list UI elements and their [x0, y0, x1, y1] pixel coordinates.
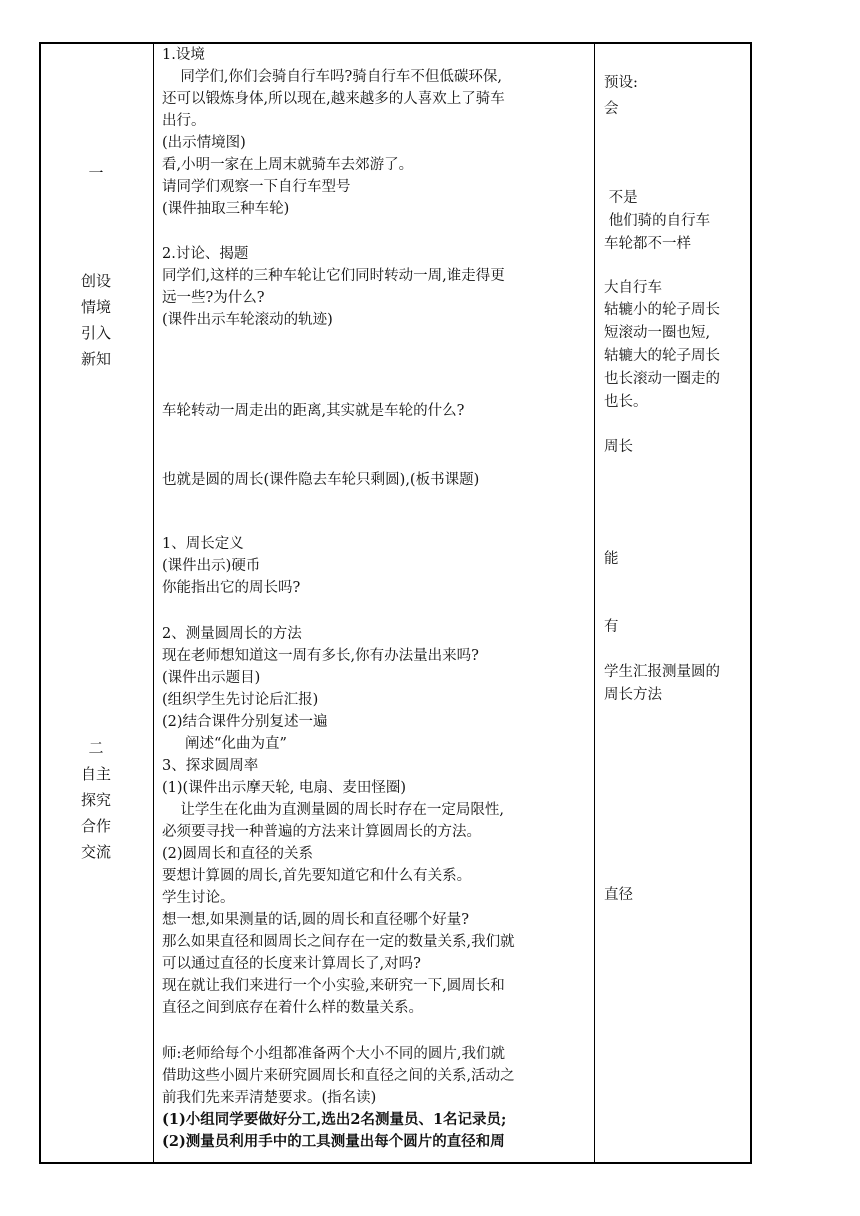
lesson-text-line: 同学们,你们会骑自行车吗?骑自行车不但低碳环保, — [162, 69, 502, 85]
lesson-text-line: (1)(课件出示摩天轮, 电扇、麦田怪圈) — [162, 780, 407, 796]
response-text-line: 有 — [604, 619, 619, 635]
response-text-line: 也长滚动一圈走的 — [604, 371, 720, 387]
response-text-line: 会 — [604, 101, 619, 117]
lesson-text-line: 现在就让我们来进行一个小实验,来研究一下,圆周长和 — [162, 978, 505, 994]
lesson-text-line: 也就是圆的周长(课件隐去车轮只剩圆),(板书课题) — [162, 472, 480, 488]
lesson-text-line: 学生讨论。 — [162, 890, 235, 906]
stage-one-label — [40, 160, 152, 372]
lesson-text-line: 师:老师给每个小组都准备两个大小不同的圆片,我们就 — [162, 1046, 505, 1062]
lesson-text-line: 还可以锻炼身体,所以现在,越来越多的人喜欢上了骑车 — [162, 91, 505, 107]
response-text-line: 能 — [604, 551, 619, 567]
response-text-line: 轱辘大的轮子周长 — [604, 348, 720, 364]
table-divider — [594, 42, 595, 1164]
stage-text: 引入 — [80, 324, 111, 342]
lesson-text-line: 必须要寻找一种普遍的方法来计算圆周长的方法。 — [162, 824, 481, 840]
stage-text: 探究 — [80, 791, 111, 809]
lesson-text-line: 阐述“化曲为直” — [162, 736, 287, 752]
lesson-text-line: (课件出示车轮滚动的轨迹) — [162, 312, 333, 328]
response-text-line: 他们骑的自行车 — [604, 213, 711, 229]
response-text-line: 也长。 — [604, 394, 648, 410]
stage-two-label — [40, 735, 152, 865]
lesson-text-line: 可以通过直径的长度来计算周长了,对吗? — [162, 956, 421, 972]
lesson-text-line: 想一想,如果测量的话,圆的周长和直径哪个好量? — [162, 912, 469, 928]
table-divider — [153, 42, 154, 1164]
response-text-line: 大自行车 — [604, 280, 662, 296]
stage-text: 交流 — [80, 843, 111, 861]
lesson-text-line: 1、周长定义 — [162, 536, 244, 552]
lesson-text-line: 同学们,这样的三种车轮让它们同时转动一周,谁走得更 — [162, 268, 505, 284]
lesson-text-line: 3、探求圆周率 — [162, 758, 259, 774]
stage-number: 一 — [88, 164, 104, 182]
lesson-text-line: (2)结合课件分别复述一遍 — [162, 714, 328, 730]
lesson-text-line: (课件出示题目) — [162, 670, 261, 686]
response-text-line: 学生汇报测量圆的 — [604, 664, 720, 680]
lesson-text-line: 前我们先来弄清楚要求。(指名读) — [162, 1090, 377, 1106]
lesson-text-line: 出行。 — [162, 113, 206, 129]
lesson-text-line: (2)圆周长和直径的关系 — [162, 846, 314, 862]
lesson-text-line: 1.设境 — [162, 47, 205, 63]
stage-text: 情境 — [80, 298, 111, 316]
lesson-text-line: 借助这些小圆片来研究圆周长和直径之间的关系,活动之 — [162, 1068, 515, 1084]
lesson-text-line: 2、测量圆周长的方法 — [162, 626, 302, 642]
lesson-text-line: 看,小明一家在上周末就骑车去郊游了。 — [162, 157, 414, 173]
response-text-line: 轱辘小的轮子周长 — [604, 302, 720, 318]
response-text-line: 直径 — [604, 887, 633, 903]
stage-text: 新知 — [80, 350, 111, 368]
lesson-text-line: (课件出示)硬币 — [162, 558, 261, 574]
lesson-text-line: (课件抽取三种车轮) — [162, 201, 290, 217]
stage-number: 二 — [88, 739, 104, 757]
stage-text: 自主 — [80, 765, 111, 783]
lesson-text-line: (出示情境图) — [162, 135, 246, 151]
response-text-line: 周长 — [604, 439, 633, 455]
lesson-text-line: 那么如果直径和圆周长之间存在一定的数量关系,我们就 — [162, 934, 515, 950]
lesson-text-line: (1)小组同学要做好分工,选出2名测量员、1名记录员; — [162, 1111, 507, 1128]
stage-text: 合作 — [80, 817, 111, 835]
response-text-line: 预设: — [604, 75, 638, 91]
lesson-text-line: (2)测量员利用手中的工具测量出每个圆片的直径和周 — [162, 1133, 505, 1150]
lesson-text-line: 要想计算圆的周长,首先要知道它和什么有关系。 — [162, 868, 472, 884]
lesson-text-line: 你能指出它的周长吗? — [162, 580, 301, 596]
lesson-text-line: 直径之间到底存在着什么样的数量关系。 — [162, 1000, 423, 1016]
stage-text: 创设 — [80, 272, 111, 290]
lesson-text-line: 车轮转动一周走出的距离,其实就是车轮的什么? — [162, 403, 465, 419]
lesson-text-line: 请同学们观察一下自行车型号 — [162, 179, 351, 195]
lesson-text-line: 2.讨论、揭题 — [162, 246, 249, 262]
lesson-text-line: 让学生在化曲为直测量圆的周长时存在一定局限性, — [162, 802, 505, 818]
response-text-line: 车轮都不一样 — [604, 236, 691, 252]
response-text-line: 不是 — [604, 190, 638, 206]
lesson-text-line: (组织学生先讨论后汇报) — [162, 692, 319, 708]
lesson-text-line: 现在老师想知道这一周有多长,你有办法量出来吗? — [162, 648, 479, 664]
response-text-line: 周长方法 — [604, 687, 662, 703]
response-text-line: 短滚动一圈也短, — [604, 325, 711, 341]
lesson-text-line: 远一些?为什么? — [162, 290, 265, 306]
